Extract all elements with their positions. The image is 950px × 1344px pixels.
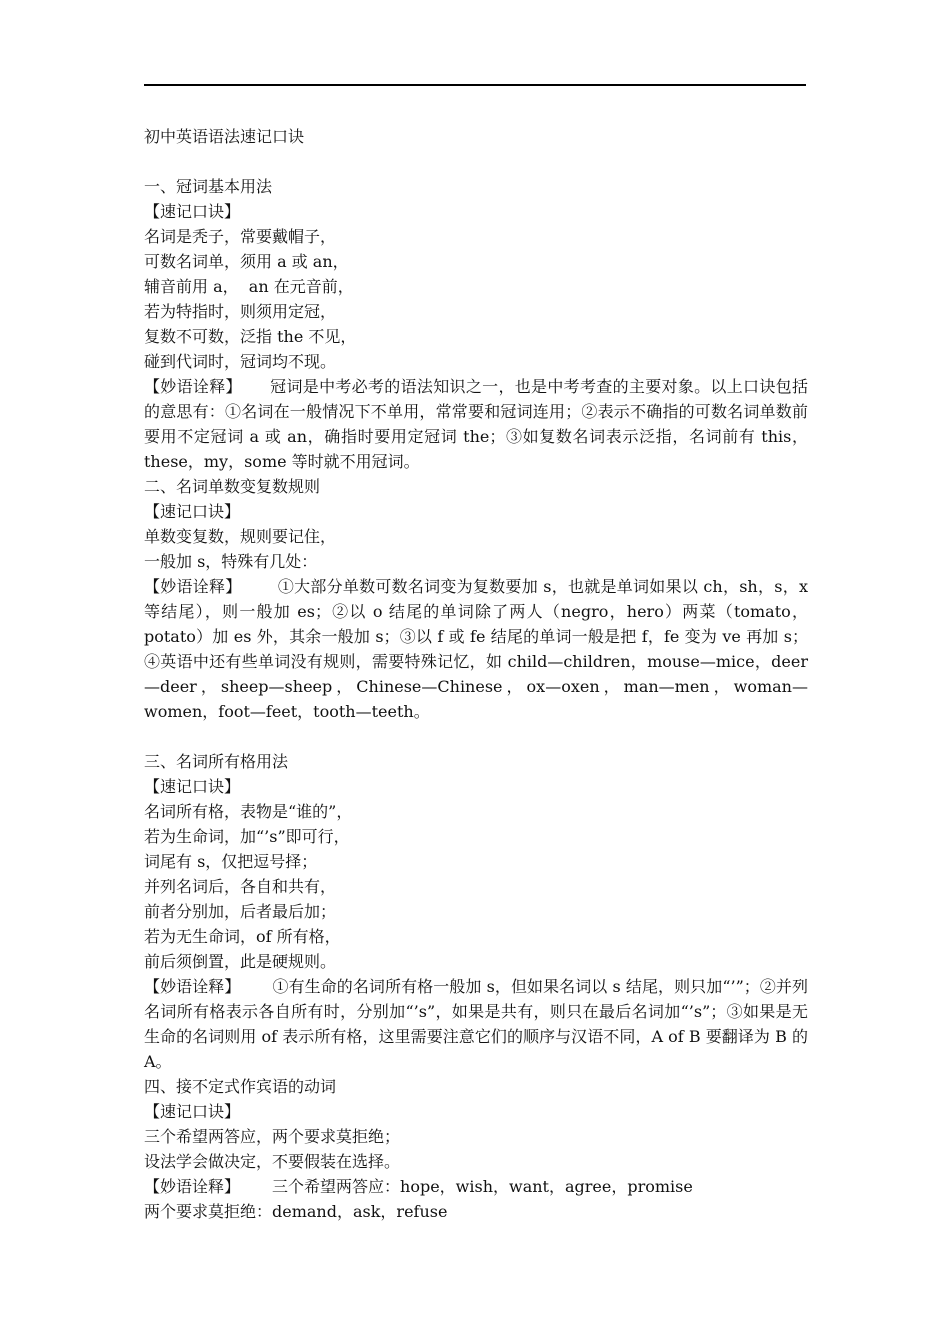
mnemonic-line: 可数名词单，须用 a 或 an， bbox=[144, 252, 349, 271]
explanation-line: 两个要求莫拒绝：demand，ask，refuse bbox=[144, 1202, 448, 1221]
section-infinitive-verbs bbox=[144, 1074, 808, 1224]
mnemonic-line: 词尾有 s，仅把逗号择； bbox=[144, 852, 318, 871]
mnemonic-line: 若为特指时，则须用定冠， bbox=[144, 302, 337, 321]
mnemonic-line: 名词是秃子，常要戴帽子， bbox=[144, 227, 337, 246]
explanation-label: 【妙语诠释】 bbox=[144, 377, 242, 396]
mnemonic-line: 辅音前用 a， an 在元音前， bbox=[144, 277, 354, 296]
section-heading: 二、名词单数变复数规则 bbox=[144, 477, 321, 496]
mnemonic-line: 复数不可数，泛指 the 不见， bbox=[144, 327, 357, 346]
explanation-label: 【妙语诠释】 bbox=[144, 977, 241, 996]
section-heading: 四、接不定式作宾语的动词 bbox=[144, 1077, 337, 1096]
mnemonic-line: 前者分别加，后者最后加； bbox=[144, 902, 337, 921]
explanation-text: 三个希望两答应：hope，wish，want，agree，promise bbox=[272, 1177, 693, 1196]
mnemonic-line: 一般加 s，特殊有几处： bbox=[144, 552, 318, 571]
mnemonic-label: 【速记口诀】 bbox=[144, 502, 241, 521]
mnemonic-line: 单数变复数，规则要记住， bbox=[144, 527, 337, 546]
mnemonic-line: 前后须倒置，此是硬规则。 bbox=[144, 952, 337, 971]
explanation-label: 【妙语诠释】 bbox=[144, 577, 242, 596]
explanation-text: ①有生命的名词所有格一般加 s，但如果名词以 s 结尾，则只加“’”；②并列名词所有格表示各自所有时，分别加“’s”，如果是共有，则只在最后名词加“’s”；③如果是无生命的名词则用 of 表示所有格，这里需要注意它们的顺序与汉语不同，A of B 要翻译为 B 的 A。 bbox=[144, 977, 808, 1071]
section-plural-nouns bbox=[144, 474, 808, 724]
header-rule bbox=[144, 84, 806, 86]
mnemonic-line: 三个希望两答应，两个要求莫拒绝； bbox=[144, 1127, 401, 1146]
section-articles bbox=[144, 174, 808, 474]
section-possessive bbox=[144, 749, 808, 1074]
mnemonic-line: 并列名词后，各自和共有， bbox=[144, 877, 337, 896]
document-body bbox=[144, 124, 808, 1224]
mnemonic-label: 【速记口诀】 bbox=[144, 777, 241, 796]
explanation-paragraph bbox=[144, 1174, 808, 1199]
explanation-text: 冠词是中考必考的语法知识之一，也是中考考查的主要对象。以上口诀包括的意思有：①名词在一般情况下不单用，常常要和冠词连用；②表示不确指的可数名词单数前要用不定冠词 a 或 an，确指时要用定冠词 the；③如复数名词表示泛指，名词前有 this，these，my，some 等时就不用冠词。 bbox=[144, 377, 808, 471]
document-title: 初中英语语法速记口诀 bbox=[144, 127, 305, 146]
section-heading: 三、名词所有格用法 bbox=[144, 752, 289, 771]
explanation-text: ①大部分单数可数名词变为复数要加 s，也就是单词如果以 ch，sh，s，x 等结尾），则一般加 es；②以 o 结尾的单词除了两人（negro，hero）两菜（tomato，potato）加 es 外，其余一般加 s；③以 f 或 fe 结尾的单词一般是把 f，fe 变为 ve 再加 s；④英语中还有些单词没有规则，需要特殊记忆，如 child—children，mouse—mice，deer—deer，sheep—sheep，Chinese—Chinese，ox—oxen，man—men，woman—women，foot—feet，tooth—teeth。 bbox=[144, 577, 808, 721]
mnemonic-line: 若为无生命词，of 所有格， bbox=[144, 927, 341, 946]
section-heading: 一、冠词基本用法 bbox=[144, 177, 273, 196]
mnemonic-line: 名词所有格，表物是“谁的”， bbox=[144, 802, 353, 821]
explanation-paragraph bbox=[144, 574, 808, 724]
explanation-label: 【妙语诠释】 bbox=[144, 1177, 241, 1196]
mnemonic-line: 若为生命词，加“’s”即可行， bbox=[144, 827, 350, 846]
explanation-paragraph bbox=[144, 374, 808, 474]
mnemonic-label: 【速记口诀】 bbox=[144, 1102, 241, 1121]
explanation-paragraph bbox=[144, 974, 808, 1074]
mnemonic-label: 【速记口诀】 bbox=[144, 202, 241, 221]
mnemonic-line: 碰到代词时，冠词均不现。 bbox=[144, 352, 337, 371]
mnemonic-line: 设法学会做决定，不要假装在选择。 bbox=[144, 1152, 401, 1171]
